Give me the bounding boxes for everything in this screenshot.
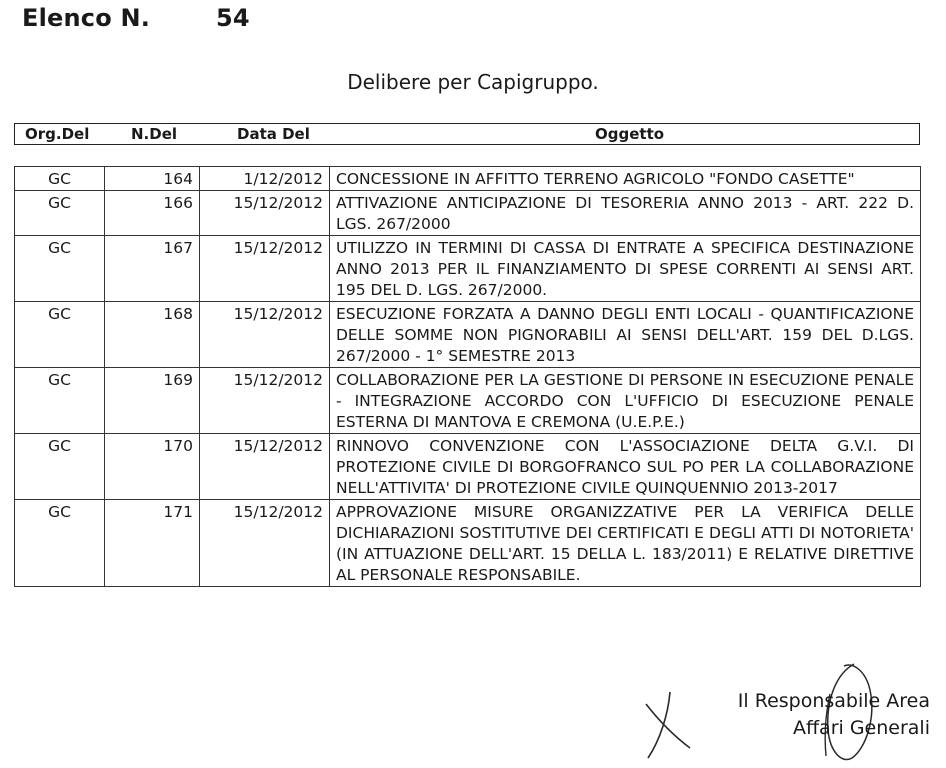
- cell-oggetto: APPROVAZIONE MISURE ORGANIZZATIVE PER LA VERIFICA DELLE DICHIARAZIONI SOSTITUTIVE DEI CERTIFICATI E DEGLI ATTI DI NOTORIETA' (IN ATTUAZIONE DELL'ART. 15 DELLA L. 183/2011) E RELATIVE DIRETTIVE AL PERSONALE RESPONSABILE.: [330, 500, 921, 587]
- signature-line-1: Il Responsabile Area: [737, 690, 930, 712]
- cell-org: GC: [15, 500, 105, 587]
- signature-line-2: Affari Generali: [792, 717, 930, 739]
- cell-org: GC: [15, 302, 105, 368]
- delibere-table-body: [15, 167, 921, 587]
- cell-ndel: 169: [105, 368, 200, 434]
- cell-org: GC: [15, 368, 105, 434]
- cell-data: 1/12/2012: [200, 167, 330, 191]
- cell-oggetto: ATTIVAZIONE ANTICIPAZIONE DI TESORERIA ANNO 2013 - ART. 222 D. LGS. 267/2000: [330, 191, 921, 236]
- elenco-label: Elenco N.: [22, 4, 151, 32]
- cell-oggetto: CONCESSIONE IN AFFITTO TERRENO AGRICOLO "FONDO CASETTE": [330, 167, 921, 191]
- cell-ndel: 166: [105, 191, 200, 236]
- column-header-ndel: N.Del: [131, 125, 178, 143]
- table-row: [15, 368, 921, 434]
- cell-ndel: 168: [105, 302, 200, 368]
- cell-data: 15/12/2012: [200, 368, 330, 434]
- table-row: [15, 167, 921, 191]
- table-row: [15, 500, 921, 587]
- cell-org: GC: [15, 434, 105, 500]
- cell-data: 15/12/2012: [200, 500, 330, 587]
- cell-data: 15/12/2012: [200, 302, 330, 368]
- document-subtitle: Delibere per Capigruppo.: [347, 70, 599, 94]
- cell-data: 15/12/2012: [200, 191, 330, 236]
- column-header-data: Data Del: [237, 125, 310, 143]
- column-header-org: Org.Del: [25, 125, 90, 143]
- column-header-oggetto: Oggetto: [595, 125, 665, 143]
- cell-org: GC: [15, 167, 105, 191]
- cell-data: 15/12/2012: [200, 434, 330, 500]
- cell-ndel: 171: [105, 500, 200, 587]
- cell-ndel: 167: [105, 236, 200, 302]
- table-row: [15, 191, 921, 236]
- cell-oggetto: UTILIZZO IN TERMINI DI CASSA DI ENTRATE A SPECIFICA DESTINAZIONE ANNO 2013 PER IL FINANZIAMENTO DI SPESE CORRENTI AI SENSI ART. 195 DEL D. LGS. 267/2000.: [330, 236, 921, 302]
- table-row: [15, 236, 921, 302]
- column-header-row: [14, 123, 920, 145]
- cell-org: GC: [15, 236, 105, 302]
- document-title: [22, 4, 250, 32]
- table-row: [15, 434, 921, 500]
- cell-oggetto: ESECUZIONE FORZATA A DANNO DEGLI ENTI LOCALI - QUANTIFICAZIONE DELLE SOMME NON PIGNORABILI AI SENSI DELL'ART. 159 DEL D.LGS. 267/2000 - 1° SEMESTRE 2013: [330, 302, 921, 368]
- cell-oggetto: COLLABORAZIONE PER LA GESTIONE DI PERSONE IN ESECUZIONE PENALE - INTEGRAZIONE ACCORDO CON L'UFFICIO DI ESECUZIONE PENALE ESTERNA DI MANTOVA E CREMONA (U.E.P.E.): [330, 368, 921, 434]
- delibere-table: [14, 166, 921, 587]
- cell-ndel: 164: [105, 167, 200, 191]
- cell-data: 15/12/2012: [200, 236, 330, 302]
- signature-block: [738, 688, 930, 742]
- cell-ndel: 170: [105, 434, 200, 500]
- cell-org: GC: [15, 191, 105, 236]
- table-row: [15, 302, 921, 368]
- elenco-number: 54: [216, 4, 250, 32]
- cell-oggetto: RINNOVO CONVENZIONE CON L'ASSOCIAZIONE DELTA G.V.I. DI PROTEZIONE CIVILE DI BORGOFRANCO SUL PO PER LA COLLABORAZIONE NELL'ATTIVITA' DI PROTEZIONE CIVILE QUINQUENNIO 2013-2017: [330, 434, 921, 500]
